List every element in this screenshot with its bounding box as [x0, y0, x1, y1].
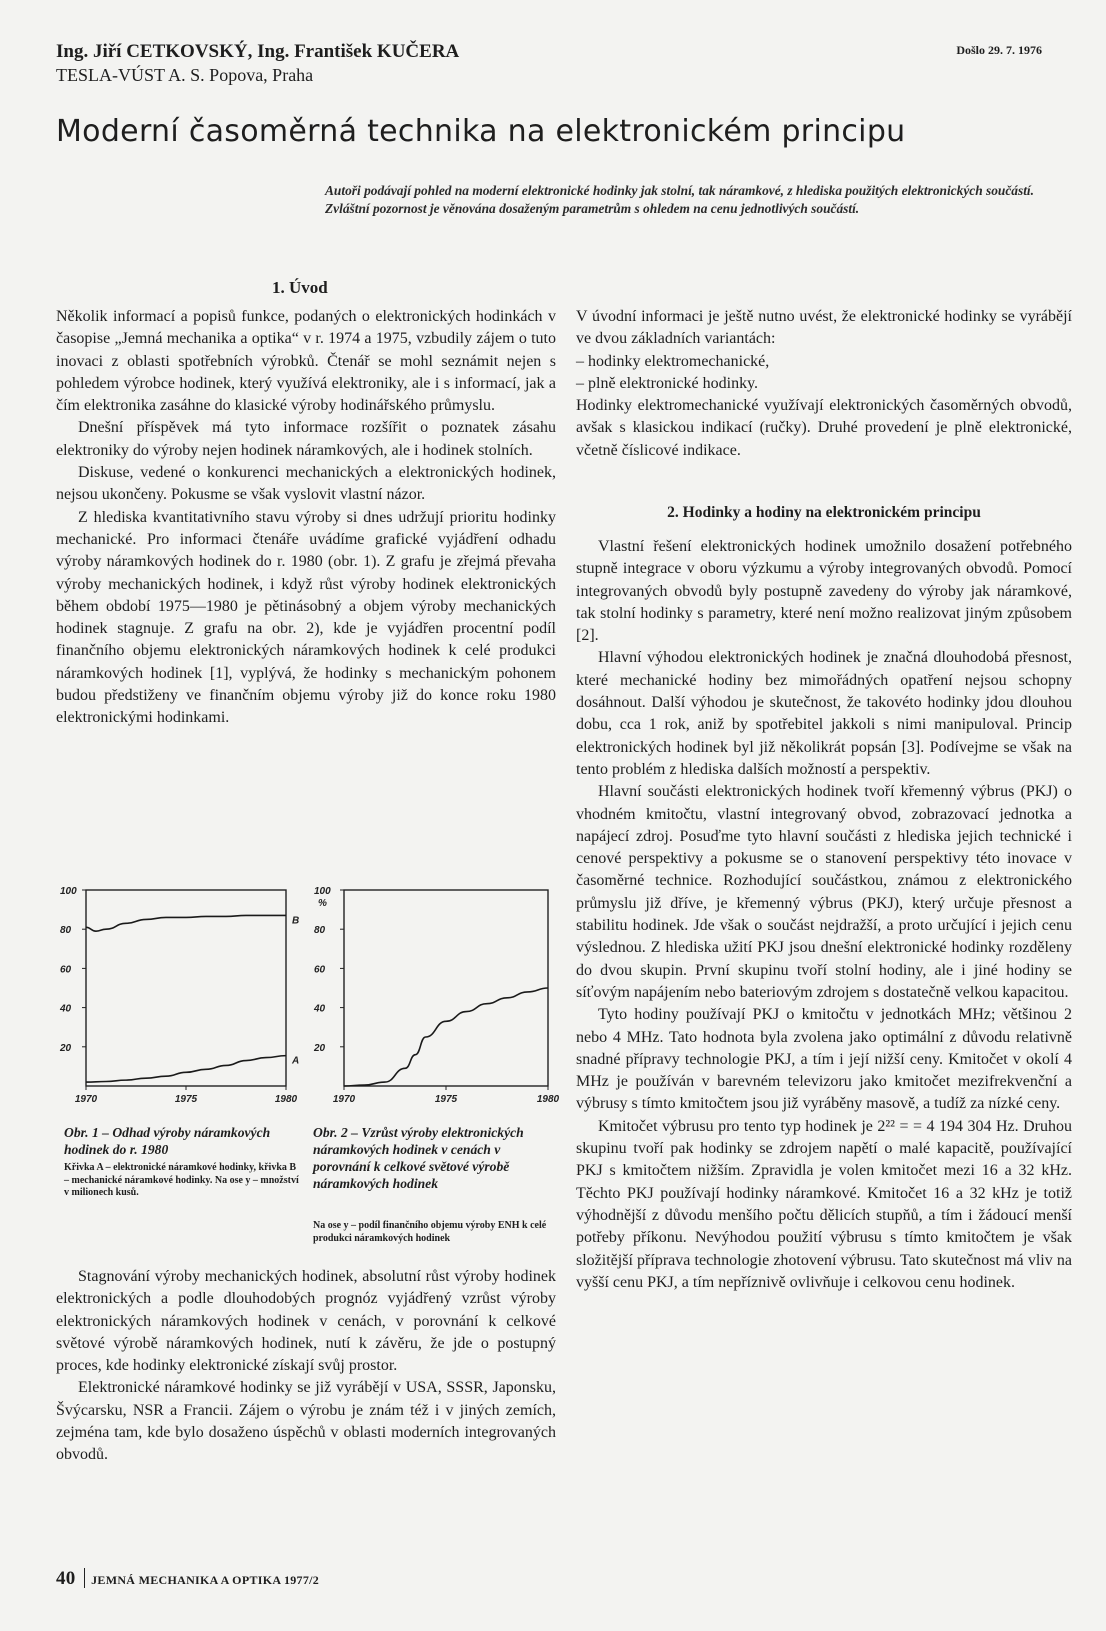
page-number: 40 — [56, 1568, 76, 1589]
figure-1-note: Křivka A – elektronické náramkové hodinky, křivka B – mechanické náramkové hodinky. Na ose y – množství v milionech kusů. — [64, 1162, 299, 1198]
left-column-top — [56, 306, 556, 730]
x-tick-label: 1975 — [174, 1094, 198, 1105]
plot-frame — [344, 890, 548, 1086]
list-item: – plně elektronické hodinky. — [576, 374, 759, 392]
journal-name: JEMNÁ MECHANIKA A OPTIKA 1977/2 — [91, 1573, 320, 1587]
figure-1-caption: Obr. 1 – Odhad výroby náramkových hodinek do r. 1980 — [64, 1125, 271, 1157]
y-tick-label: 20 — [60, 1042, 72, 1054]
series-line — [344, 988, 548, 1086]
right-column-bottom — [576, 536, 1072, 1294]
paragraph: Vlastní řešení elektronických hodinek umožnilo dosažení potřebného stupně integrace v oboru výzkumu a výroby integrovaných obvodů. Pomocí integrovaných obvodů byly postupně zavedeny do výroby jak náramkové, tak stolní hodinky s parametry, které není možno realizovat jiným způsobem [2]. — [576, 538, 1072, 645]
figure-2-chart — [306, 882, 566, 1119]
footer-divider — [84, 1568, 86, 1588]
received-date: Došlo 29. 7. 1976 — [956, 43, 1042, 57]
series-label: A — [292, 1055, 300, 1067]
section-2-heading: 2. Hodinky a hodiny na elektronickém principu — [667, 504, 981, 521]
figure-2-caption: Obr. 2 – Vzrůst výroby elektronických náramkových hodinek v cenách v porovnání k celkové světové výrobě náramkových hodinek — [313, 1125, 524, 1191]
article-title: Moderní časoměrná technika na elektronickém principu — [56, 114, 906, 149]
y-tick-label: 100 — [60, 886, 77, 897]
paragraph: Stagnování výroby mechanických hodinek, absolutní růst výroby hodinek elektronických a podle dlouhodobých prognóz vyjádřený vzrůst výroby elektronických náramkových hodinek v cenách, v porovnání k celkové světové výrobě náramkových hodinek, nutí k závěru, že jde o postupný proces, kde hodinky elektronické získají svůj prostor. — [56, 1268, 556, 1375]
plot-frame — [86, 890, 286, 1086]
institution: TESLA-VÚST A. S. Popova, Praha — [56, 65, 314, 85]
y-tick-label: 40 — [314, 1003, 326, 1015]
series-label: B — [292, 915, 300, 927]
paragraph: V úvodní informaci je ještě nutno uvést, že elektronické hodinky se vyrábějí ve dvou základních variantách: — [576, 308, 1072, 348]
paragraph: Diskuse, vedené o konkurenci mechanických a elektronických hodinek, nejsou ukončeny. Pokusme se však vyslovit vlastní názor. — [56, 464, 556, 504]
series-line — [86, 915, 286, 931]
paragraph: Kmitočet výbrusu pro tento typ hodinek je 2²² = = 4 194 304 Hz. Druhou skupinu tvoří pak hodinky se zdrojem napětí o malé kapacitě, používající PKJ s kmitočtem nižším. Zpravidla je volen kmitočet mezi 16 a 32 kHz. Těchto PKJ používají hodinky náramkové. Kmitočet 16 a 32 kHz je totiž výhodnější z důvodu menšího počtu dělicích stupňů, a tím i žádoucí menší potřeby příkonu. Nevýhodou použití výbrusu s tímto kmitočtem je však složitější příprava technologie zhotovení výbrusu. Tato skutečnost má vliv na vyšší cenu PKJ, a tím nepříznivě ovlivňuje i celkovou cenu hodinek. — [576, 1117, 1072, 1291]
x-tick-label: 1980 — [274, 1094, 298, 1105]
paragraph: Z hlediska kvantitativního stavu výroby si dnes udržují prioritu hodinky mechanické. Pro informaci čtenáře uvádíme grafické vyjádření odhadu výroby náramkových hodinek do r. 1980 (obr. 1). Z grafu je zřejmá převaha výroby mechanických hodinek, i když růst výroby hodinek elektronických během období 1975—1980 je pětinásobný a objem výroby mechanických hodinek stagnuje. Z grafu na obr. 2), kde je vyjádřen procentní podíl finančního objemu elektronických náramkových hodinek k celé produkci náramkových hodinek [1], vyplývá, že hodinky s mechanickým pohonem budou předstiženy ve finančním objemu výroby již do konce roku 1980 elektronickými hodinkami. — [56, 508, 556, 727]
paragraph: Hodinky elektromechanické využívají elektronických časoměrných obvodů, avšak s klasickou indikací (ručky). Druhé provedení je plně elektronické, včetně číslicové indikace. — [576, 397, 1072, 459]
section-1-heading: 1. Úvod — [272, 278, 328, 297]
y-tick-label: 60 — [60, 964, 72, 976]
figure-1-svg — [56, 882, 316, 1114]
paragraph: Několik informací a popisů funkce, podaných o elektronických hodinkách v časopise „Jemná mechanika a optika“ v r. 1974 a 1975, vzbudily zájem o tuto inovaci z oblasti spotřebních výrobků. Čtenář se mohl seznámit nejen s pohledem výrobce hodinek, který využívá elektroniky, ale i s informací, jak a čím elektronika zasáhne do klasické výroby hodinářského průmyslu. — [56, 308, 556, 415]
figure-2-svg — [306, 882, 566, 1114]
x-tick-label: 1975 — [434, 1094, 458, 1105]
paragraph: Hlavní výhodou elektronických hodinek je značná dlouhodobá přesnost, které mechanické hodiny bez mimořádných opatření nejsou schopny dosáhnout. Další výhodou je skutečnost, že takovéto hodinky jdou dlouhou dobu, cca 1 rok, aniž by spotřebitel jakkoli s nimi manipuloval. Princip elektronických hodinek byl již několikrát popsán [3]. Podívejme se však na tento problém z hlediska dalších možností a perspektiv. — [576, 649, 1072, 778]
y-tick-label: 60 — [314, 964, 326, 976]
paragraph: Tyto hodiny používají PKJ o kmitočtu v jednotkách MHz; většinou 2 nebo 4 MHz. Tato hodnota byla zvolena jako optimální z důvodu relativně snadné přípravy technologie PKJ, a tím i její nižší ceny. Kmitočet v okolí 4 MHz je používán v barevném televizoru jako kmitočet mezifrekvenční a výbrusy s tímto kmitočtem jsou již vyráběny masově, a tudíž za nízké ceny. — [576, 1006, 1072, 1113]
authors: Ing. Jiří CETKOVSKÝ, Ing. František KUČERA — [56, 41, 460, 62]
x-tick-label: 1970 — [74, 1094, 98, 1105]
paragraph: Hlavní součásti elektronických hodinek tvoří křemenný výbrus (PKJ) o vhodném kmitočtu, vlastní integrovaný obvod, zobrazovací jednotka a napájecí zdroj. Posuďme tyto hlavní součásti z hlediska jejich technické i cenové perspektivy a pokusme se o stanovení perspektivy této inovace v časoměrné technice. Rozhodující součástkou, známou z elektronického průmyslu již dříve, je křemenný výbrus (PKJ), který určuje přesnost a stabilitu hodinek. Jde však o součást nejdražší, a proto určující i jejich cenu výslednou. Z hlediska užití PKJ jsou dnešní elektronické hodinky rozděleny do dvou skupin. První skupinu tvoří stolní hodiny, ale i jiné hodiny se síťovým napájením nebo bateriovým zdrojem s dostatečně velkou kapacitou. — [576, 783, 1072, 1001]
series-line — [86, 1056, 286, 1082]
page-footer — [56, 1568, 319, 1590]
y-tick-label: 100 — [314, 886, 331, 897]
figure-2-note: Na ose y – podíl finančního objemu výroby ENH k celé produkci náramkových hodinek — [313, 1220, 547, 1244]
right-column-top — [576, 306, 1072, 462]
x-tick-label: 1970 — [332, 1094, 356, 1105]
paragraph: Dnešní příspěvek má tyto informace rozšířit o poznatek zásahu elektroniky do výroby nejen hodinek náramkových, ale i hodinek stolních. — [56, 419, 556, 459]
abstract: Autoři podávají pohled na moderní elektronické hodinky jak stolní, tak náramkové, z hlediska použitých elektronických součástí. Zvláštní pozornost je věnována dosaženým parametrům s ohledem na cenu jednotlivých součástí. — [325, 183, 1034, 216]
y-tick-label: 80 — [314, 925, 326, 937]
x-tick-label: 1980 — [536, 1094, 560, 1105]
y-tick-label: 40 — [60, 1003, 72, 1015]
paragraph: Elektronické náramkové hodinky se již vyrábějí v USA, SSSR, Japonsku, Švýcarsku, NSR a Francii. Zájem o výrobu je znám též i v jiných zemích, zejména tam, kde bylo dosaženo úspěchů v oblasti moderních integrovaných obvodů. — [56, 1379, 556, 1464]
list-item: – hodinky elektromechanické, — [576, 352, 770, 370]
left-column-bottom — [56, 1266, 556, 1467]
y-axis-label: % — [318, 898, 327, 909]
y-tick-label: 20 — [314, 1042, 326, 1054]
figure-1-chart — [56, 882, 316, 1119]
y-tick-label: 80 — [60, 925, 72, 937]
